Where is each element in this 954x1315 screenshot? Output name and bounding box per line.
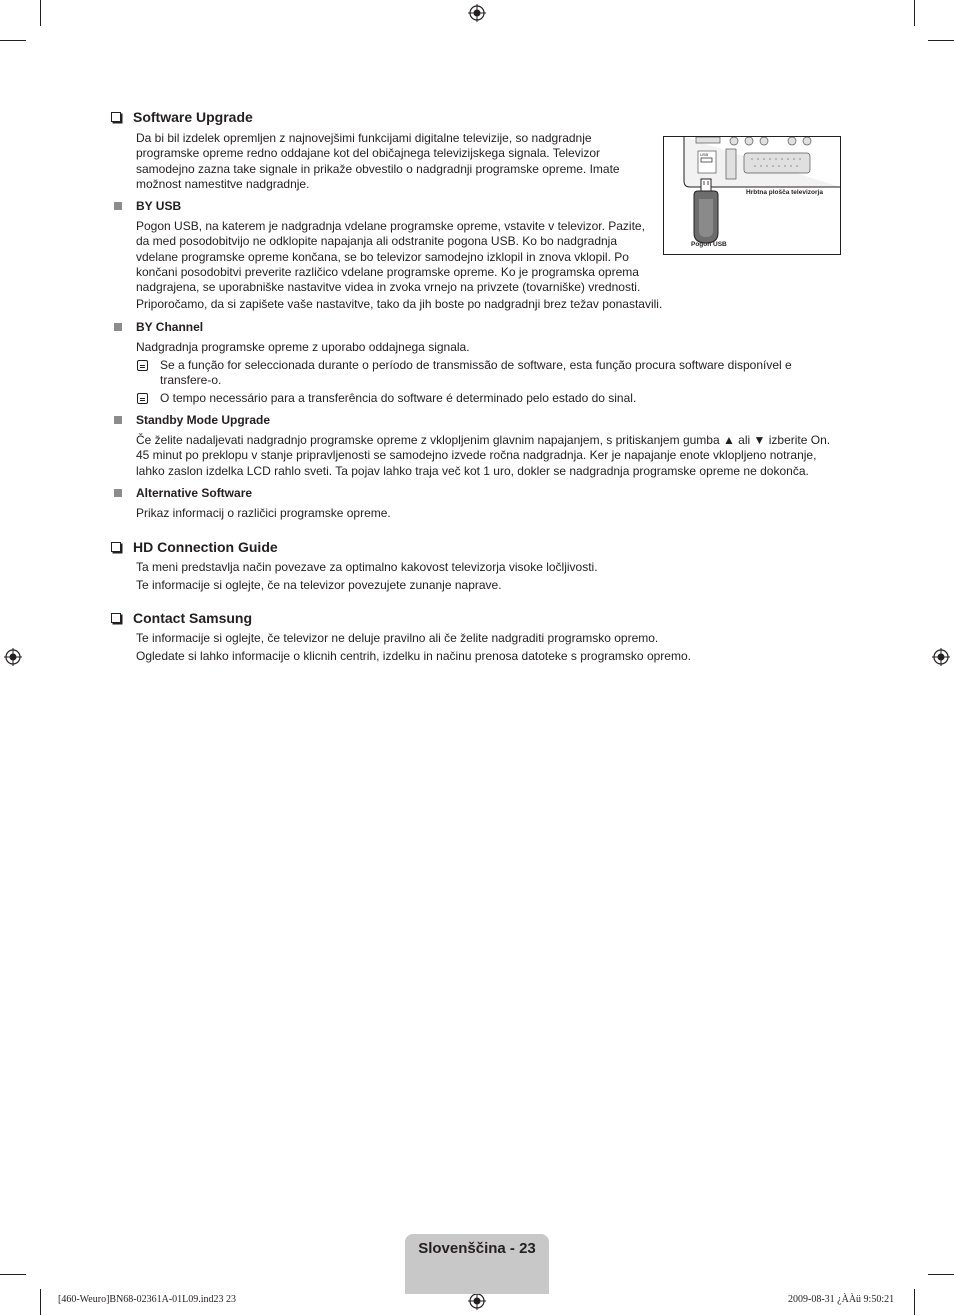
square-bullet-icon [114, 323, 122, 331]
print-slug-right: 2009-08-31 ¿ÀÀü 9:50:21 [788, 1294, 895, 1305]
section-title: HD Connection Guide [133, 539, 278, 555]
section-hd-connection-guide [111, 539, 278, 555]
crop-mark [914, 0, 915, 26]
software-upgrade-intro: Da bi bil izdelek opremljen z najnovejšimi funkcijami digitalne televizije, so nadgradnje programske opreme redno oddajane kot del običajnega televizijskega signala. Televizor samodejno zazna take signale in prikaže obvestilo o nadgradnji programske opreme. Imate možnost namestitve nadgradnje. [136, 131, 620, 191]
usb-port-label: USB [700, 152, 709, 157]
subsection-label: BY Channel [136, 320, 204, 334]
by-usb-text-2: Priporočamo, da si zapišete vaše nastavitve, tako da jih boste po nadgradnji brez težav ponastavili. [136, 297, 663, 311]
contact-line-2: Ogledate si lahko informacije o klicnih centrih, izdelku in načinu prenosa datoteke s programsko opremo. [136, 649, 691, 663]
hd-guide-line-1: Ta meni predstavlja način povezave za optimalno kakovost televizorja visoke ločljivosti. [136, 560, 598, 574]
registration-mark-icon [468, 4, 486, 22]
crop-mark [0, 1274, 26, 1275]
section-title: Contact Samsung [133, 610, 253, 626]
crop-mark [928, 1274, 954, 1275]
crop-mark [0, 40, 26, 41]
standby-text: Če želite nadaljevati nadgradnjo programske opreme z vklopljenim glavnim napajanjem, s pritiskanjem gumba ▲ ali ▼ izberite On. 45 minut po preklopu v stanje pripravljenosti se samodejno izvede ročna nadgradnja. Ker je napajanje enote vklopljeno notranje, lahko zaslon izdelka LCD rahlo sveti. Ta pojav lahko traja več kot 1 uro, dokler se nadgradnja programske opreme ne dokonča. [136, 433, 831, 478]
usb-drive-label: Pogon USB [691, 241, 727, 248]
square-bullet-icon [114, 489, 122, 497]
checkbox-bullet-icon [111, 613, 121, 623]
subsection-label: Standby Mode Upgrade [136, 413, 271, 427]
subsection-alternative [114, 486, 252, 500]
section-contact-samsung [111, 610, 252, 626]
usb-connection-figure [663, 136, 841, 255]
subsection-by-usb [114, 199, 181, 213]
tv-back-panel-illustration [664, 137, 840, 254]
subsection-label: Alternative Software [136, 486, 253, 500]
subsection-by-channel [114, 320, 203, 334]
square-bullet-icon [114, 416, 122, 424]
crop-mark [914, 1289, 915, 1315]
registration-mark-icon [468, 1292, 486, 1310]
subsection-standby [114, 413, 270, 427]
registration-mark-icon [932, 648, 950, 666]
square-bullet-icon [114, 202, 122, 210]
hd-guide-line-2: Te informacije si oglejte, če na televizor povezujete zunanje naprave. [136, 578, 502, 592]
section-software-upgrade [111, 109, 253, 125]
contact-line-1: Te informacije si oglejte, če televizor ne deluje pravilno ali če želite nadgraditi programsko opremo. [136, 631, 659, 645]
by-channel-text: Nadgradnja programske opreme z uporabo oddajnega signala. [136, 340, 470, 354]
tv-back-panel-label: Hrbtna plošča televizorja [746, 189, 823, 196]
checkbox-bullet-icon [111, 542, 121, 552]
crop-mark [40, 0, 41, 26]
print-slug-left: [460-Weuro]BN68-02361A-01L09.ind23 23 [58, 1294, 237, 1305]
note-item [136, 358, 816, 389]
note-text: Se a função for seleccionada durante o período de transmissão de software, esta função procura software disponível e transfere-o. [160, 358, 792, 388]
note-text: O tempo necessário para a transferência do software é determinado pelo estado do sinal. [160, 391, 637, 405]
crop-mark [928, 40, 954, 41]
note-icon [137, 393, 148, 404]
note-item [136, 391, 836, 406]
section-title: Software Upgrade [133, 109, 253, 125]
checkbox-bullet-icon [111, 112, 121, 122]
registration-mark-icon [4, 648, 22, 666]
subsection-label: BY USB [136, 199, 182, 213]
page-number: Slovenščina - 23 [418, 1240, 536, 1257]
note-icon [137, 360, 148, 371]
by-usb-text: Pogon USB, na katerem je nadgradnja vdelane programske opreme, vstavite v televizor. Pazite, da med posodobitvijo ne odklopite napajanja ali odstranite pogona USB. Ko bo nadgradnja vdelane programske opreme končana, se bo televizor samodejno izklopil in znova vklopil. Po končani posodobitvi preverite različico vdelane programske opreme. Ko je programska oprema nadgrajena, se uporabniške nastavitve videa in zvoka vrnejo na privzete (tovarniške) vrednosti. [136, 219, 645, 295]
crop-mark [40, 1289, 41, 1315]
alternative-text: Prikaz informacij o različici programske opreme. [136, 506, 391, 520]
